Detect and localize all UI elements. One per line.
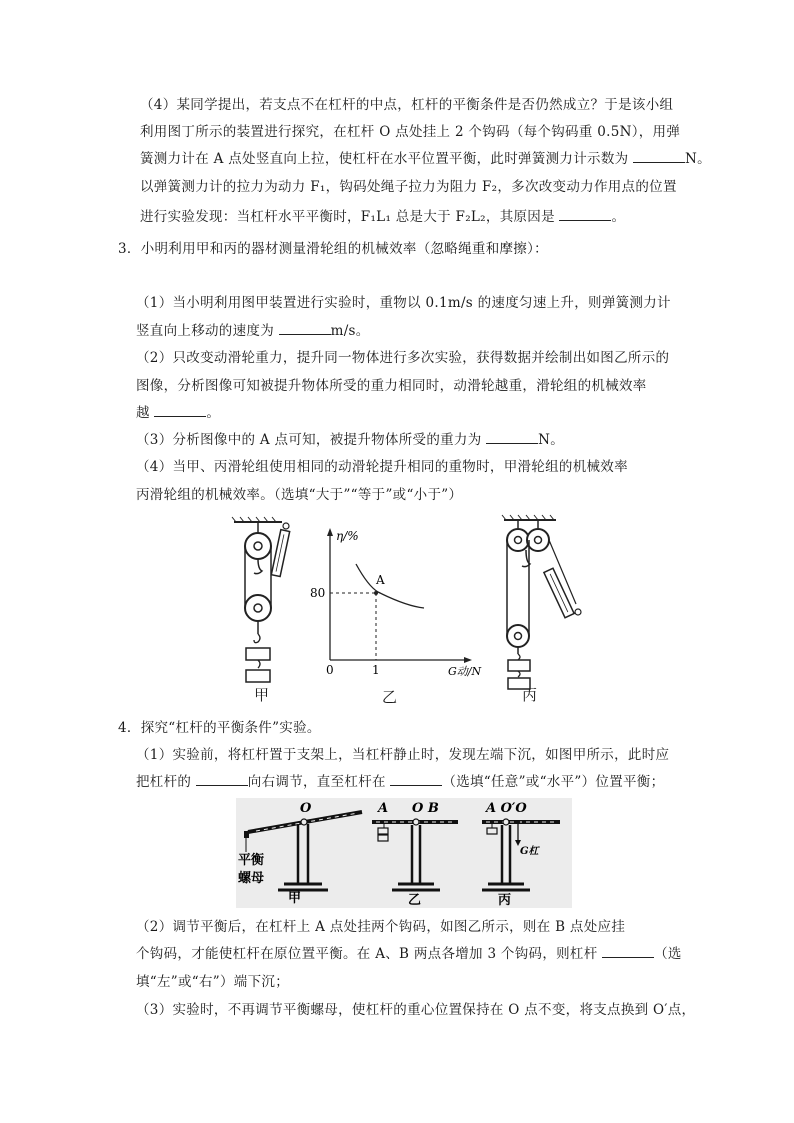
q4-p2-line1: （2）调节平衡后，在杠杆上 A 点处挂两个钩码，如图乙所示，则在 B 点处应挂 xyxy=(136,919,626,935)
answer-blank[interactable] xyxy=(279,322,331,335)
q3-p4-line1: （4）当甲、丙滑轮组使用相同的动滑轮提升相同的重物时，甲滑轮组的机械效率 xyxy=(136,459,628,475)
q3-p1-line2: 竖直向上移动的速度为 m/s。 xyxy=(136,323,370,339)
q4-p3-line1: （3）实验时，不再调节平衡螺母，使杠杆的重心位置保持在 O 点不变，将支点换到 O′点， xyxy=(136,1002,696,1018)
graph-y-tick: 80 xyxy=(310,586,326,600)
lever-jia-label: 甲 xyxy=(288,891,302,906)
fig-label-jia: 甲 xyxy=(254,686,270,704)
q2-p4-line2: 利用图丁所示的装置进行探究，在杠杆 O 点处挂上 2 个钩码（每个钩码重 0.5N），用弹 xyxy=(140,124,681,140)
answer-blank[interactable] xyxy=(602,945,654,958)
lever-yi-label: 乙 xyxy=(408,893,422,908)
nut-label-1: 平衡 xyxy=(238,853,265,868)
lever-bing-ao: A O′O xyxy=(486,801,527,816)
answer-blank[interactable] xyxy=(559,208,611,221)
q3-p2-line3: 越 。 xyxy=(136,405,221,421)
graph-point-label: A xyxy=(376,573,385,587)
q4-p2-line3: 填“左”或“右”）端下沉； xyxy=(136,974,290,990)
fig-label-bing: 丙 xyxy=(522,686,538,704)
lever-yi-ob: O B xyxy=(412,801,439,816)
lever-figures xyxy=(236,798,572,908)
q4-p1-line2: 把杠杆的 向右调节，直至杠杆在 （选填“任意”或“水平”）位置平衡； xyxy=(136,774,665,790)
lever-jia-o: O xyxy=(300,801,312,816)
q3-stem: 3．小明利用甲和丙的器材测量滑轮组的机械效率（忽略绳重和摩擦）： xyxy=(118,241,548,257)
q4-p1-line1: （1）实验前，将杠杆置于支架上，当杠杆静止时，发现左端下沉，如图甲所示，此时应 xyxy=(136,747,670,763)
answer-blank[interactable] xyxy=(633,150,685,163)
q2-p4-line3: 簧测力计在 A 点处竖直向上拉，使杠杆在水平位置平衡，此时弹簧测力计示数为 N。 xyxy=(140,151,711,167)
pulley-figure-bing xyxy=(496,514,596,694)
answer-blank[interactable] xyxy=(486,431,538,444)
graph-x-tick: 1 xyxy=(372,663,380,677)
lever-yi-a: A xyxy=(378,801,389,816)
pulley-figure-jia xyxy=(222,516,302,706)
q4-stem: 4．探究“杠杆的平衡条件”实验。 xyxy=(118,720,321,736)
q3-p2-line1: （2）只改变动滑轮重力，提升同一物体进行多次实验，获得数据并绘制出如图乙所示的 xyxy=(136,350,670,366)
q3-p3: （3）分析图像中的 A 点可知，被提升物体所受的重力为 N。 xyxy=(136,432,565,448)
q2-p4-line5: 进行实验发现：当杠杆水平平衡时，F₁L₁ 总是大于 F₂L₂，其原因是 。 xyxy=(140,209,626,225)
answer-blank[interactable] xyxy=(196,773,248,786)
q2-p4-line4: 以弹簧测力计的拉力为动力 F₁，钩码处绳子拉力为阻力 F₂，多次改变动力作用点的位置 xyxy=(140,179,677,195)
q3-p2-line2: 图像，分析图像可知被提升物体所受的重力相同时，动滑轮越重，滑轮组的机械效率 xyxy=(136,378,647,394)
q4-p2-line2: 个钩码，才能使杠杆在原位置平衡。在 A、B 两点各增加 3 个钩码，则杠杆 （选 xyxy=(136,946,682,962)
lever-bing-g: G杠 xyxy=(520,846,539,857)
fig-label-yi: 乙 xyxy=(382,688,398,706)
q3-p1-line1: （1）当小明利用图甲装置进行实验时，重物以 0.1m/s 的速度匀速上升，则弹簧测力计 xyxy=(136,295,671,311)
efficiency-graph-yi xyxy=(306,524,496,684)
nut-label-2: 螺母 xyxy=(238,871,265,886)
graph-origin: 0 xyxy=(326,663,334,677)
answer-blank[interactable] xyxy=(390,773,442,786)
q3-p4-line2: 丙滑轮组的机械效率。（选填“大于”“等于”或“小于”） xyxy=(136,487,463,503)
lever-bing-label: 丙 xyxy=(498,893,512,908)
answer-blank[interactable] xyxy=(154,404,206,417)
q2-p4-line1: （4）某同学提出，若支点不在杠杆的中点，杠杆的平衡条件是否仍然成立？于是该小组 xyxy=(140,97,674,113)
graph-x-label: G动/N xyxy=(448,665,482,678)
graph-y-label: η/% xyxy=(336,529,359,543)
